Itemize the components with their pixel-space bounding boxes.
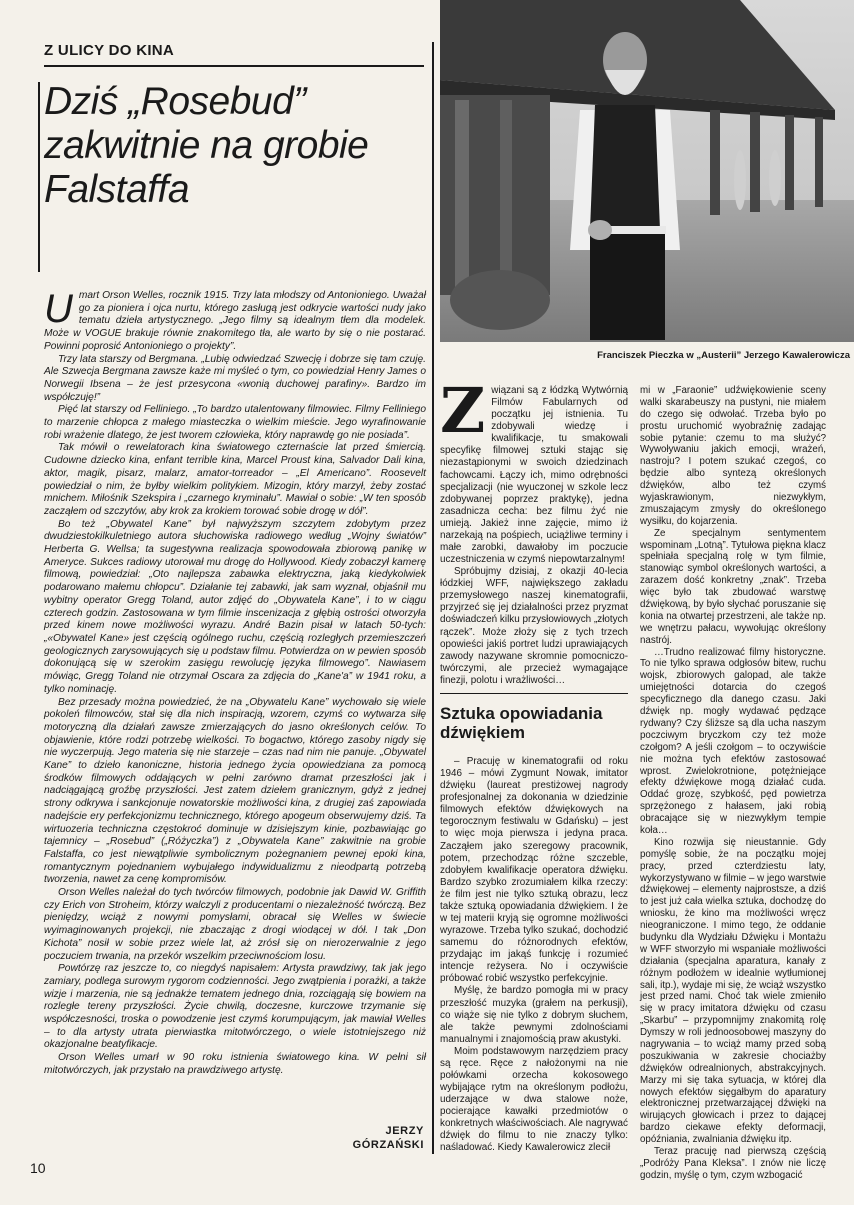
paragraph: Orson Welles umarł w 90 roku istnienia światowego kina. W pełni sił mitotwórczych, jak przystało na prawdziwego artystę. [44,1052,426,1076]
headline-rule [38,82,40,272]
paragraph: Umart Orson Welles, rocznik 1915. Trzy lata młodszy od Antonioniego. Uważał go za pioniera i ojca nurtu, którego zasługą jest odkrycie wartości nudy jako tematu dzieła artystycznego. „Jego filmy są idealnym tłem dla modelek. Może w VOGUE brakuje równie znakomitego tła, ale warto by się o nie postarać. Powinni poprosić Antonioniego o projekty”. [44,287,426,352]
section-label: Z ULICY DO KINA [44,42,424,67]
paragraph: mi w „Faraonie” udźwiękowienie sceny walki skarabeuszy na pustyni, nie miałem do czego się odwołać. Trzeba było po prostu uruchomić wyobraźnię zadając sobie pytanie: czemu to ma służyć? Wywoływaniu jakich emocji, wrażeń, nastroju? I potem szukać czegoś, co będzie albo syntezą określonych dźwięków, albo też czymś wyjaskrawionym, niezwykłym, zmuszającym zmysły do określonego wysiłku, do kojarzenia. [640,385,826,527]
paragraph: Spróbujmy dzisiaj, z okazji 40-lecia łódzkiej WFF, największego zakładu przemysłowego naszej kinematografii, przyjrzeć się jej działalności przez pryzmat doświadczeń kilku przysłowiowych „złotych rączek”. Może złoży się z tych trzech opowieści jakiś portret ludzi uprawiających zawody nazywane skromnie pomocniczo-twórczymi, ale przecież wymagające finezji, polotu i wrażliwości… [440,566,628,686]
paragraph: Bez przesady można powiedzieć, że na „Obywatelu Kane” wychowało się wiele pokoleń filmowców, stał się dla nich inspiracją, wzorem, czymś co wytwarza siłę motoryczną dla działań zawsze zmierzających do jasno określonych celów. To objawienie, które rodzi potrzebę wielkości. To bogactwo, którego zasoby nigdy się nie wyczerpują. Jego materia się nie starzeje – czas nad nim nie panuje. „Obywatel Kane” to dzieło kanoniczne, historia jednego życia opowiedziana za pomocą środków filmowych oddających w pełni zarówno dramat przeszłości jak i nadciągającą groźbę przyszłości. Jest zatem dziełem granicznym, gdyż z jednej strony odkrywa i sankcjonuje nowatorskie możliwości kina, z drugiej zaś zapowiada nadejście ery perfekcjonizmu technicznego, którego apogeum obserwujemy dziś. Ta wirtuozeria techniczna częstokroć dominuje w dzisiejszym kinie, pozbawiając go tajemnicy – „Rosebud” („Różyczka”) z „Obywatela Kane” zakwitnie na grobie Falstaffa, co jest niewątpliwie symbolicznym pożegnaniem pewnej epoki kina, romantycznym pojednaniem wybujałego indywidualizmu z nieodpartą potrzebą tworzenia, nawet za cenę kompromisów. [44,696,426,886]
paragraph: Bo też „Obywatel Kane” był najwyższym szczytem zdobytym przez dwudziestokilkuletniego autora słuchowiska radiowego według „Wojny światów” Herberta G. Wellsa; ta sugestywna realizacja spowodowała zbiorową panikę w Ameryce. Sukces radiowy utorował mu drogę do Hollywood. Kiedy zobaczył kamerę filmową, powiedział: „Oto najlepsza zabawka elektryczna, jaką kiedykolwiek podarowano małemu chłopcu”. Działanie tej zabawki, jak sam wyznał, objaśnił mu wybitny operator Gregg Toland, autor zdjęć do „Obywatela Kane”, i to w ciągu czterech godzin. Zastosowana w tym filmie inscenizacja z głębią ostrości otworzyła przed kinem nowe możliwości wyrazu. André Bazin pisał w latach 50-tych: „«Obywatel Kane» jest częścią ogólnego ruchu, częścią rozległych przemieszczeń geologicznych zarysowujących się u podstaw filmu. Potwierdza on w pewien sposób dokonującą się w szerokim zasięgu rewolucję języka filmowego”. Nawiasem mówiąc, Gregg Toland nie otrzymał Oscara za zdjęcia do „Kane'a” w 1941 roku, a tylko nominację. [44,518,426,695]
column-divider [432,42,434,1154]
paragraph: Moim podstawowym narzędziem pracy są ręce. Ręce z nałożonymi na nie połówkami orzecha kokosowego wybijające rytm na określonym podłożu, uderzające w dwa stalowe noże, pocierające kawałki przedmiotów o konkretnych właściwościach. Ale nagrywać dźwięk do filmu to nie znaczy tylko: naśladować. Kiedy Kawalerowicz zlecił [440,1045,628,1154]
paragraph: Powtórzę raz jeszcze to, co niegdyś napisałem: Artysta prawdziwy, tak jak jego zamiary, podlega surowym rygorom codzienności. Jego zwątpienia i porażki, a także wizje i marzenia, nie są jednakże tematem jednego dnia, rozciągają się bowiem na rozległe tereny przyszłości. Życie chwilą, doczesne, kurczowe trzymanie się współczesności, troska o powodzenie jest czymś korumpującym, jak mawiał Welles – to dla artysty utrata pierwiastka mitotwórczego, o wiele istotniejszego niż okazjonalne beatyfikacje. [44,963,426,1051]
paragraph: Związani są z łódzką Wytwórnią Filmów Fabularnych od początku jej istnienia. Tu zdobywali wiedzę i kwalifikacje, tu smakowali specyfikę filmowej sztuki stając się niezastąpionymi w swoich dziedzinach fachowcami. Łączy ich, mimo odrębności specjalizacji (nie wyuczonej w szkole lecz zdobywanej poprzez praktykę), jedna zasadnicza cecha: bez filmu żyć nie umieją. Jakież inne zajęcie, mimo iż narzekają na pośpiech, uciążliwe terminy i małe zarobki, dawałoby im poczucie uczestniczenia w czymś niepowtarzalnym! [440,374,628,566]
subhead-rule [440,693,628,694]
paragraph: Pięć lat starszy od Felliniego. „To bardzo utalentowany filmowiec. Filmy Felliniego to marzenie chłopca z małego miasteczka o wielkim mieście. Jego wyrafinowanie robi wrażenie dlatego, że jest tworem człowieka, który naprawdę go nie posiada”. [44,404,426,441]
article-left-column [44,287,426,1078]
photo-illustration [440,0,854,342]
photo-caption: Franciszek Pieczka w „Austerii” Jerzego Kawalerowicza [597,350,850,361]
paragraph: …Trudno realizować filmy historyczne. To nie tylko sprawa odgłosów bitew, ruchu wojsk, zbiorowych galopad, ale także umiejętności dotarcia do czegoś specyficznego dla danego czasu. Jaki dźwięk np. mogły wydawać pędzące rydwany? Czy śliższe są dla ucha naszym poczciwym bryczkom czy też może czołgom? A jeśli czołgom – to oczywiście nie można tych efektów zastosować wprost. Zwielokrotnione, potężniejące efekty dźwiękowe mogą działać cuda. Oddać grozę, szybkość, pęd powietrza sprzężonego z hałasem, jaki robią obracające się w niezwykłym tempie koła… [640,646,826,836]
article-headline: Dziś „Rosebud” zakwitnie na grobie Falstaffa [44,80,369,211]
film-still-photo [440,0,854,342]
paragraph: Orson Welles należał do tych twórców filmowych, podobnie jak Dawid W. Griffith czy Erich von Stroheim, którzy walczyli z producentami o niezależność twórczą. Bez pieniędzy, wciąż z nowymi pomysłami, obracał się Welles w świecie wyimaginowanych projekcji, nie zbaczając z drogi wiodącej w dół. I tak „Don Kichota” nosił w sobie przez wiele lat, aż zrósł się on nierozerwalnie z jego poczuciem trwania, na przekór wszelkim przeciwnościom losu. [44,887,426,962]
drop-cap: U [44,287,73,331]
paragraph: Teraz pracuję nad pierwszą częścią „Podróży Pana Kleksa”. I znów nie liczę godzin, myślę o tym, czym wzbogacić [640,1146,826,1181]
paragraph: Trzy lata starszy od Bergmana. „Lubię odwiedzać Szwecję i dobrze się tam czuję. Ale Szwecja Bergmana zawsze każe mi myśleć o tym, co powiedział Henry James o Norwegii Ibsena – że jest przesycona «wonią duchowej parafiny». Bardzo im współczuję!” [44,353,426,403]
subheading: Sztuka opowiadania dźwiękiem [440,703,603,742]
page-number: 10 [30,1160,46,1176]
paragraph: Tak mówił o rewelatorach kina światowego czternaście lat przed śmiercią. Cudowne dziecko kina, enfant terrible kina, Marcel Proust kina, Salvador Dali kina, aktor, magik, pisarz, malarz, amator-torreador – „El Americano”. Roosevelt powiedział o nim, że byłby wielkim politykiem. Mizogin, który marzył, żeby zostać mnichem. Miłośnik Szekspira i „czarnego kryminału”. Mawiał o sobie: „W ten sposób zacząłem od szczytów, aby krok za krokiem torować sobie drogę w dół”. [44,442,426,517]
paragraph: – Pracuję w kinematografii od roku 1946 – mówi Zygmunt Nowak, imitator dźwięku (laureat prestiżowej nagrody profesjonalnej za dokonania w dziedzinie filmowych efektów dźwiękowych na tegorocznym festiwalu w Gdańsku) – jest to więc moja pierwsza i jedyna praca. Zacząłem jako szeregowy pracownik, potem, przechodząc różne szczeble, zdobyłem kwalifikacje operatora dźwięku. Bardzo szybko zrozumiałem kilka rzeczy: że film jest nie tylko sztuką obrazu, lecz także sztuką opowiadania dźwiękiem. I że w tej materii kryją się ogromne możliwości wyrazowe. Trzeba tylko szukać, dochodzić samemu do różnorodnych efektów, przydając im jakąś funkcję i rozumieć intencje reżysera. No i oczywiście próbować robić wszystko perfekcyjnie. [440,755,628,985]
article-right-column [640,385,826,1182]
author-byline: JERZY GÓRZAŃSKI [352,1125,424,1151]
drop-cap: Z [440,374,486,447]
paragraph: Kino rozwija się nieustannie. Gdy pomyślę sobie, że na początku mojej pracy, przed czterdziestu laty, wykorzystywano w filmie – w jego warstwie dźwiękowej – elementy najprostsze, a dziś to jest już cała wielka sztuka, dochodzę do wniosku, że kino ma możliwości wręcz nieograniczone. I mimo tego, że oddanie budynku dla Wydziału Dźwięku i Montażu w WFF stworzyło mi wspaniałe możliwości działania (specjalna aparatura, kanały z różnym podłożem w idealnie wytłumionej sali, itp.), wydaje mi się, że wciąż wszystko jest przed nami. Choć tak wiele zmieniło się w pracy imitatora dźwięku od czasu „Skarbu” – przypomnijmy znakomitą rolę Dymszy w roli jednoosobowej maszyny do nagrywania – to wciąż mamy przed sobą poszukiwania w zakresie chociażby dźwięków odrealnionych, abstrakcyjnych. Marzy mi się taka sytuacja, w której dla nowych efektów sięgałbym do aparatury elektronicznej przetwarzającej dźwięki na wirujących głowicach i przez to dającej bardzo ciekawe efekty deformacji, opóźniania, zwalniania dźwięku itp. [640,836,826,1146]
article-middle-column [440,374,628,1155]
paragraph: Ze specjalnym sentymentem wspominam „Lotną”. Tytułowa piękna klacz spełniała specjalną rolę w tym filmie, stanowiąc symbol określonych wartości, a zarazem dość konkretny „znak”. Trzeba więc było tak zbudować warstwę dźwiękową, by było słychać poruszanie się konia na otwartej przestrzeni, ale także np. we wnętrzu pałacu, wywołując określony nastrój. [640,527,826,646]
paragraph: Myślę, że bardzo pomogła mi w pracy przeszłość muzyka (grałem na perkusji), co wiąże się nie tylko z dobrym słuchem, ale także pewnymi zdolnościami manualnymi i znajomością praw akustyki. [440,985,628,1045]
